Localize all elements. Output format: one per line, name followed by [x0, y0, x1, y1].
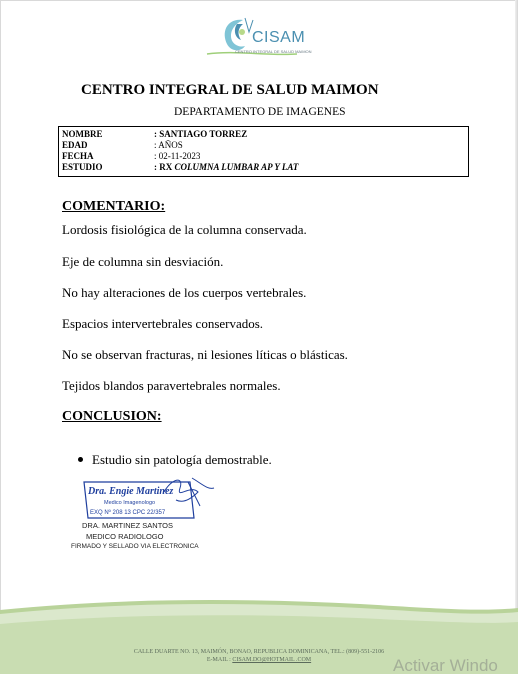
comment-line: No se observan fracturas, ni lesiones líticas o blásticas.: [62, 347, 348, 362]
study-date-row: [62, 151, 200, 161]
footer-email-label: E-MAIL :: [206, 657, 233, 663]
stamp-title: Medico Imagenologo: [104, 500, 156, 506]
stamp-name: Dra. Engie Martinez: [88, 486, 174, 497]
field-label: FECHA: [62, 151, 94, 161]
conclusion-item: [78, 452, 272, 468]
comment-line: Eje de columna sin desviación.: [62, 254, 224, 269]
comment-line: Lordosis fisiológica de la columna conservada.: [62, 222, 307, 237]
study-date-value: : 02-11-2023: [154, 151, 201, 161]
signature-note: FIRMADO Y SELLADO VIA ELECTRONICA: [71, 543, 199, 550]
patient-info-box: [58, 126, 469, 177]
patient-age-row: [62, 140, 183, 150]
stamp-numbers: EXQ Nº 208 13 CPC 22/357: [90, 510, 166, 516]
comment-line: Tejidos blandos paravertebrales normales.: [62, 378, 281, 393]
comment-line: No hay alteraciones de los cuerpos vertebrales.: [62, 285, 307, 300]
comment-heading: COMENTARIO:: [62, 199, 166, 214]
doctor-name: DRA. MARTINEZ SANTOS: [82, 521, 173, 530]
field-label: EDAD: [62, 140, 88, 150]
patient-name-row: [62, 129, 247, 139]
department-label: DEPARTAMENTO DE IMAGENES: [174, 106, 346, 118]
field-label: ESTUDIO: [62, 162, 103, 172]
conclusion-text: Estudio sin patología demostrable.: [92, 452, 272, 467]
field-label: NOMBRE: [62, 129, 103, 139]
doctor-role: MEDICO RADIOLOGO: [86, 532, 164, 541]
document-title: CENTRO INTEGRAL DE SALUD MAIMON: [81, 82, 379, 98]
study-type-row: [62, 162, 298, 172]
patient-age-value: : AÑOS: [154, 140, 183, 150]
patient-name-value: : SANTIAGO TORREZ: [154, 129, 248, 139]
footer-email[interactable]: CISAM.DO@HOTMAIL .COM: [232, 657, 312, 663]
study-prefix: : RX: [154, 162, 175, 172]
logo-subtitle: CENTRO INTEGRAL DE SALUD MAIMON: [235, 49, 312, 54]
conclusion-heading: CONCLUSION:: [62, 409, 162, 424]
logo-text: CISAM: [252, 29, 306, 46]
study-name: COLUMNA LUMBAR AP Y LAT: [174, 162, 299, 172]
bullet-icon: [78, 457, 83, 462]
study-type-value: [154, 162, 298, 172]
doctor-stamp: [80, 474, 220, 522]
footer-address: CALLE DUARTE NO. 13, MAIMÓN, BONAO, REPUBLICA DOMINICANA, TEL.: (809)-551-2106: [133, 649, 385, 655]
activation-watermark: Activar Windo: [393, 656, 498, 675]
comment-line: Espacios intervertebrales conservados.: [62, 316, 264, 331]
